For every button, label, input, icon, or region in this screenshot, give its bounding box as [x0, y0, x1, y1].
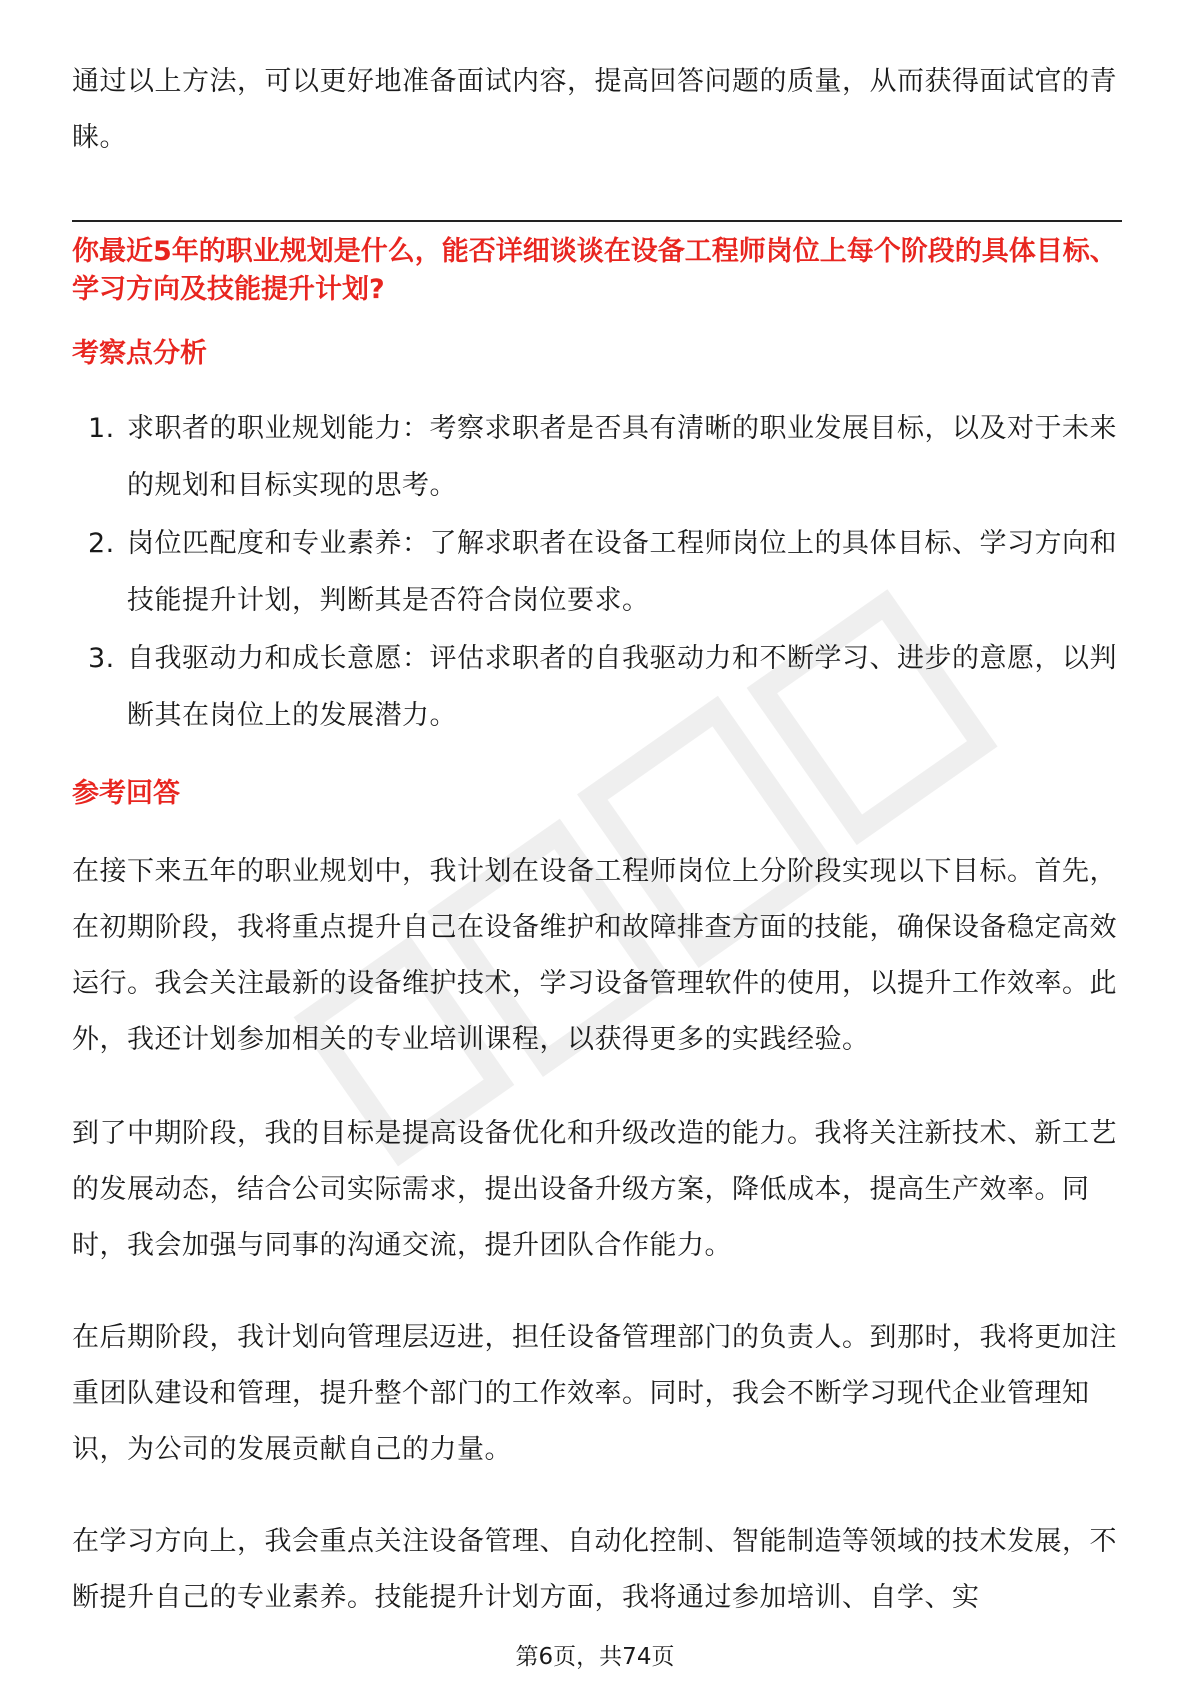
question-heading: 你最近5年的职业规划是什么，能否详细谈谈在设备工程师岗位上每个阶段的具体目标、学习方向及技能提升计划? — [72, 236, 1117, 305]
answer-paragraph: 在后期阶段，我计划向管理层迈进，担任设备管理部门的负责人。到那时，我将更加注重团队建设和管理，提升整个部门的工作效率。同时，我会不断学习现代企业管理知识，为公司的发展贡献自己的力量。 — [72, 1322, 1117, 1465]
answer-paragraph: 到了中期阶段，我的目标是提高设备优化和升级改造的能力。我将关注新技术、新工艺的发展动态，结合公司实际需求，提出设备升级方案，降低成本，提高生产效率。同时，我会加强与同事的沟通交流，提升团队合作能力。 — [72, 1118, 1117, 1261]
list-item-text: 求职者的职业规划能力：考察求职者是否具有清晰的职业发展目标，以及对于未来的规划和目标实现的思考。 — [127, 413, 1117, 501]
list-item — [72, 630, 1122, 744]
list-item — [72, 515, 1122, 629]
page-number-footer: 第6页，共74页 — [515, 1644, 675, 1670]
list-item-text: 岗位匹配度和专业素养：了解求职者在设备工程师岗位上的具体目标、学习方向和技能提升计划，判断其是否符合岗位要求。 — [127, 528, 1117, 616]
analysis-points-list — [72, 400, 1122, 745]
section-divider — [72, 220, 1122, 222]
answer-paragraph: 在接下来五年的职业规划中，我计划在设备工程师岗位上分阶段实现以下目标。首先，在初期阶段，我将重点提升自己在设备维护和故障排查方面的技能，确保设备稳定高效运行。我会关注最新的设备维护技术，学习设备管理软件的使用，以提升工作效率。此外，我还计划参加相关的专业培训课程，以获得更多的实践经验。 — [72, 856, 1117, 1055]
analysis-title: 考察点分析 — [72, 338, 207, 369]
intro-paragraph: 通过以上方法，可以更好地准备面试内容，提高回答问题的质量，从而获得面试官的青睐。 — [72, 66, 1117, 153]
answer-paragraph: 在学习方向上，我会重点关注设备管理、自动化控制、智能制造等领域的技术发展，不断提升自己的专业素养。技能提升计划方面，我将通过参加培训、自学、实 — [72, 1526, 1117, 1613]
list-item-number: 1. — [88, 413, 115, 444]
list-item-number: 2. — [88, 528, 115, 559]
list-item-text: 自我驱动力和成长意愿：评估求职者的自我驱动力和不断学习、进步的意愿，以判断其在岗位上的发展潜力。 — [127, 643, 1117, 731]
list-item-number: 3. — [88, 643, 115, 674]
list-item — [72, 400, 1122, 514]
answer-title: 参考回答 — [72, 778, 180, 809]
